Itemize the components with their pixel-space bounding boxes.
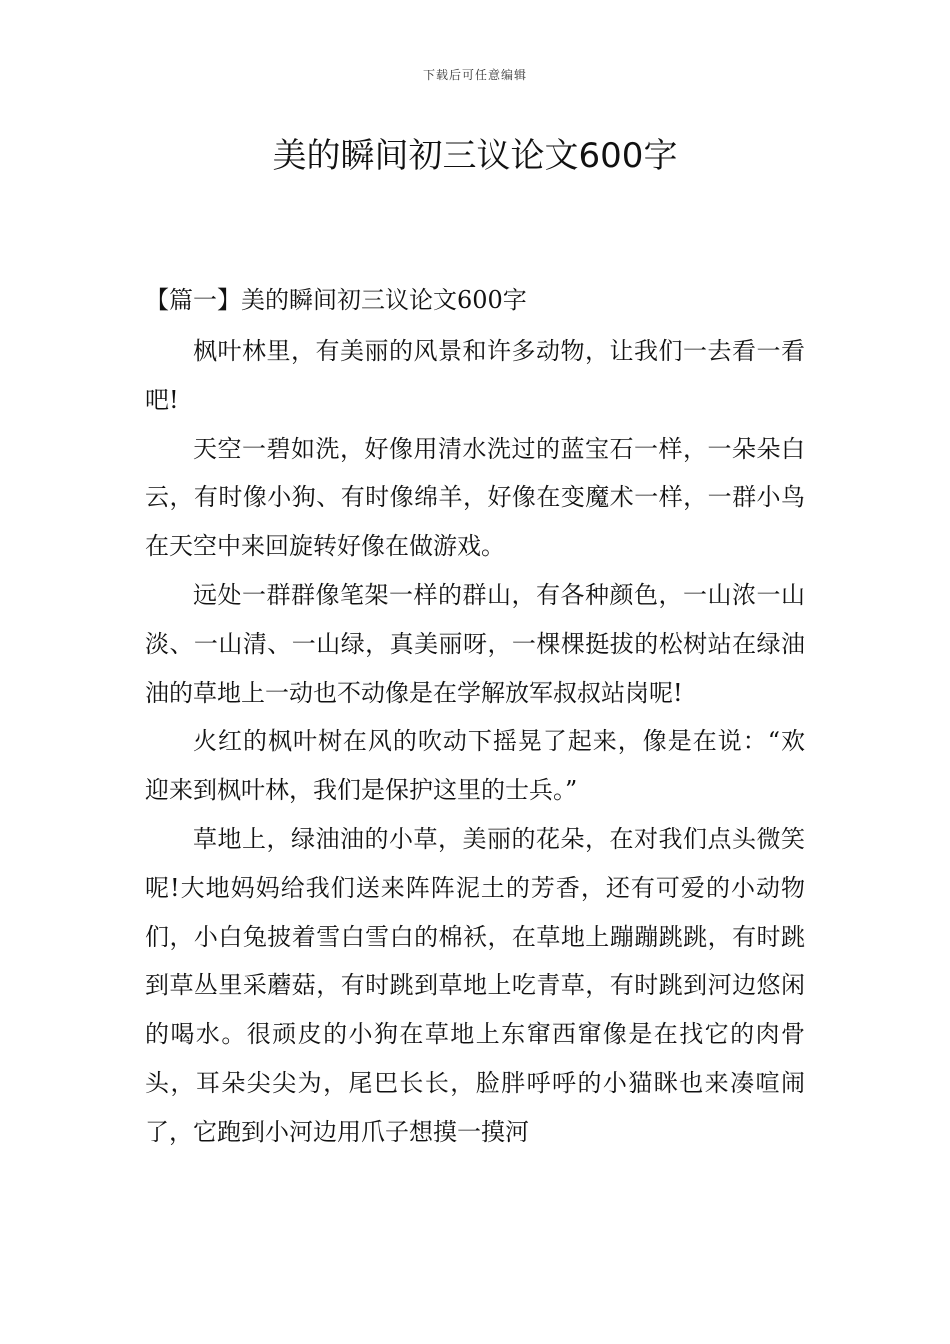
paragraph-3: 远处一群群像笔架一样的群山，有各种颜色，一山浓一山淡、一山清、一山绿，真美丽呀，一棵棵挺拔的松树站在绿油油的草地上一动也不动像是在学解放军叔叔站岗呢! — [145, 580, 805, 707]
header-note: 下载后可任意编辑 — [422, 68, 527, 82]
paragraph-2: 天空一碧如洗，好像用清水洗过的蓝宝石一样，一朵朵白云，有时像小狗、有时像绵羊，好像在变魔术一样，一群小鸟在天空中来回旋转好像在做游戏。 — [145, 434, 805, 561]
document-body — [145, 278, 805, 1157]
document-title: 美的瞬间初三议论文600字 — [272, 136, 678, 176]
section-heading: 【篇一】美的瞬间初三议论文600字 — [145, 286, 527, 314]
paragraph-1: 枫叶林里，有美丽的风景和许多动物，让我们一去看一看吧! — [145, 337, 805, 414]
paragraph-4: 火红的枫叶树在风的吹动下摇晃了起来，像是在说：“欢迎来到枫叶林，我们是保护这里的士兵。” — [145, 727, 805, 805]
paragraph-5: 草地上，绿油油的小草，美丽的花朵，在对我们点头微笑呢!大地妈妈给我们送来阵阵泥土的芳香，还有可爱的小动物们，小白兔披着雪白雪白的棉袄，在草地上蹦蹦跳跳，有时跳到草丛里采蘑菇，有时跳到草地上吃青草，有时跳到河边悠闲的喝水。很顽皮的小狗在草地上东窜西窜像是在找它的肉骨头，耳朵尖尖为，尾巴长长，脸胖呼呼的小猫眯也来凑喧闹了，它跑到小河边用爪子想摸一摸河 — [145, 824, 805, 1146]
